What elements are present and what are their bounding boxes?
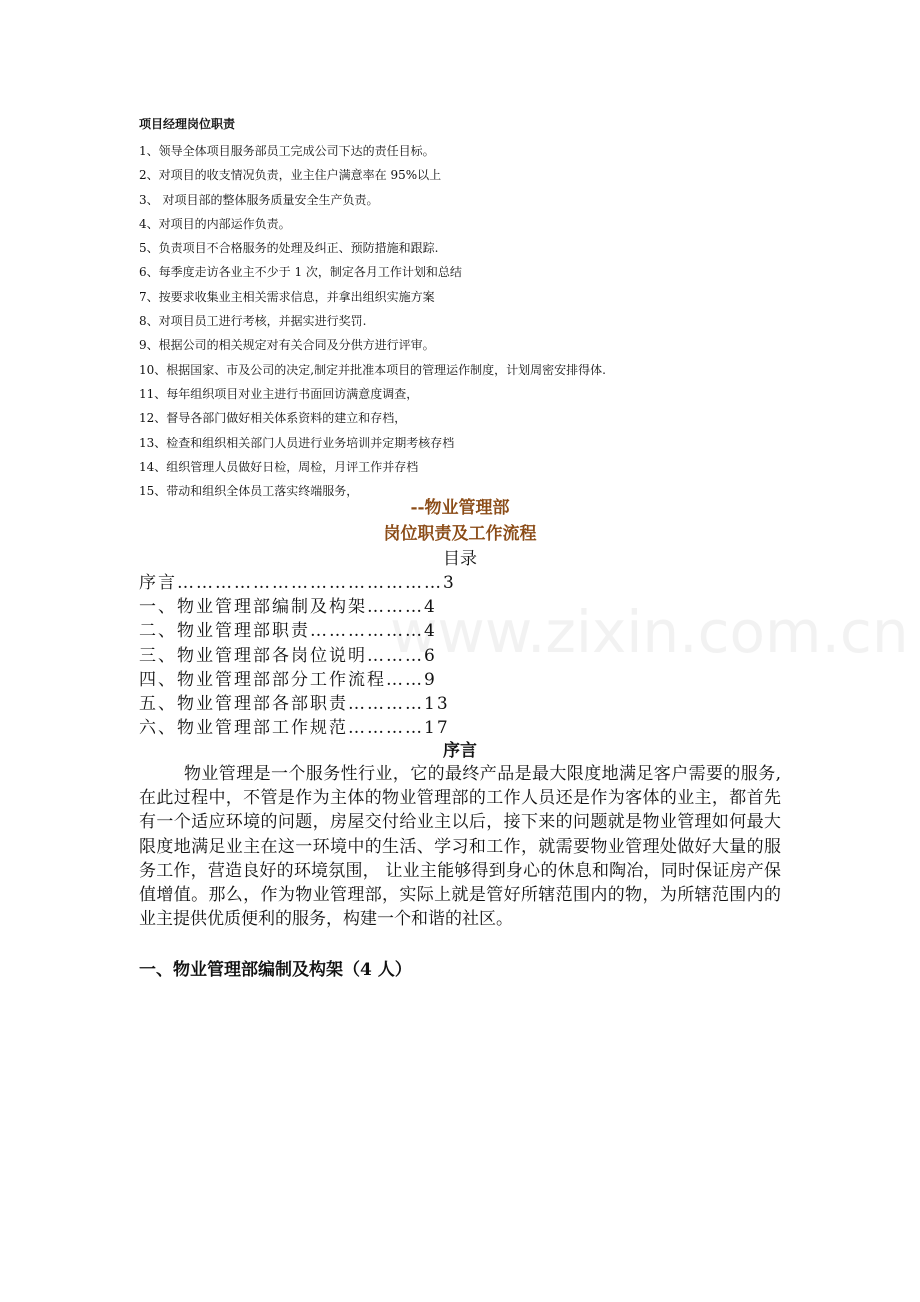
toc-item: 二、物业管理部职责………………4 xyxy=(139,621,437,642)
department-heading: --物业管理部 xyxy=(410,498,510,518)
duty-item: 15、带动和组织全体员工落实终端服务， xyxy=(139,484,359,499)
toc-item: 序言……………………………………3 xyxy=(139,573,456,593)
preface-title: 序言 xyxy=(443,741,477,761)
toc-item: 三、物业管理部各岗位说明………6 xyxy=(139,645,437,666)
duty-item: 3、 对项目部的整体服务质量安全生产负责。 xyxy=(139,192,379,207)
duty-item: 9、根据公司的相关规定对有关合同及分供方进行评审。 xyxy=(139,338,435,353)
duty-item: 6、每季度走访各业主不少于 1 次，制定各月工作计划和总结 xyxy=(139,265,462,280)
section-heading: 一、物业管理部编制及构架（4 人） xyxy=(139,960,412,980)
duty-item: 4、对项目的内部运作负责。 xyxy=(139,216,291,231)
duty-item: 8、对项目员工进行考核，并据实进行奖罚. xyxy=(139,314,367,329)
duty-item: 14、组织管理人员做好日检，周检，月评工作并存档 xyxy=(139,459,419,474)
preface-body: 物业管理是一个服务性行业，它的最终产品是最大限度地满足客户需要的服务,在此过程中，不管是作为主体的物业管理部的工作人员还是作为客体的业主，都首先有一个适应环境的问题，房屋交付给业主以后，接下来的问题就是物业管理如何最大限度地满足业主在这一环境中的生活、学习和工作，就需要物业管理处做好大量的服务工作，营造良好的环境氛围， 让业主能够得到身心的休息和陶冶，同时保证房产保值增值。那么，作为物业管理部，实际上就是管好所辖范围内的物，为所辖范围内的业主提供优质便利的服务，构建一个和谐的社区。 xyxy=(139,764,781,930)
toc-item: 一、物业管理部编制及构架………4 xyxy=(139,597,437,618)
duty-item: 5、负责项目不合格服务的处理及纠正、预防措施和跟踪. xyxy=(139,241,439,256)
duty-item: 2、对项目的收支情况负责，业主住户满意率在 95%以上 xyxy=(139,168,442,183)
duty-item: 10、根据国家、市及公司的决定,制定并批准本项目的管理运作制度，计划周密安排得体. xyxy=(139,362,606,377)
duty-item: 12、督导各部门做好相关体系资料的建立和存档， xyxy=(139,411,407,426)
table-of-contents xyxy=(139,571,456,740)
duty-item: 11、每年组织项目对业主进行书面回访满意度调查， xyxy=(139,386,419,401)
duty-item: 13、检查和组织相关部门人员进行业务培训并定期考核存档 xyxy=(139,435,455,450)
toc-item: 六、物业管理部工作规范…………17 xyxy=(139,718,450,739)
duty-item: 7、按要求收集业主相关需求信息，并拿出组织实施方案 xyxy=(139,289,435,304)
document-title: 岗位职责及工作流程 xyxy=(383,524,537,544)
duties-section xyxy=(139,116,779,503)
toc-heading: 目录 xyxy=(443,549,477,569)
duties-title: 项目经理岗位职责 xyxy=(139,117,236,131)
duty-item: 1、领导全体项目服务部员工完成公司下达的责任目标。 xyxy=(139,144,435,158)
toc-item: 五、物业管理部各部职责…………13 xyxy=(139,693,450,714)
toc-item: 四、物业管理部部分工作流程……9 xyxy=(139,669,437,690)
watermark: www.zixin.com.cn xyxy=(390,598,909,666)
